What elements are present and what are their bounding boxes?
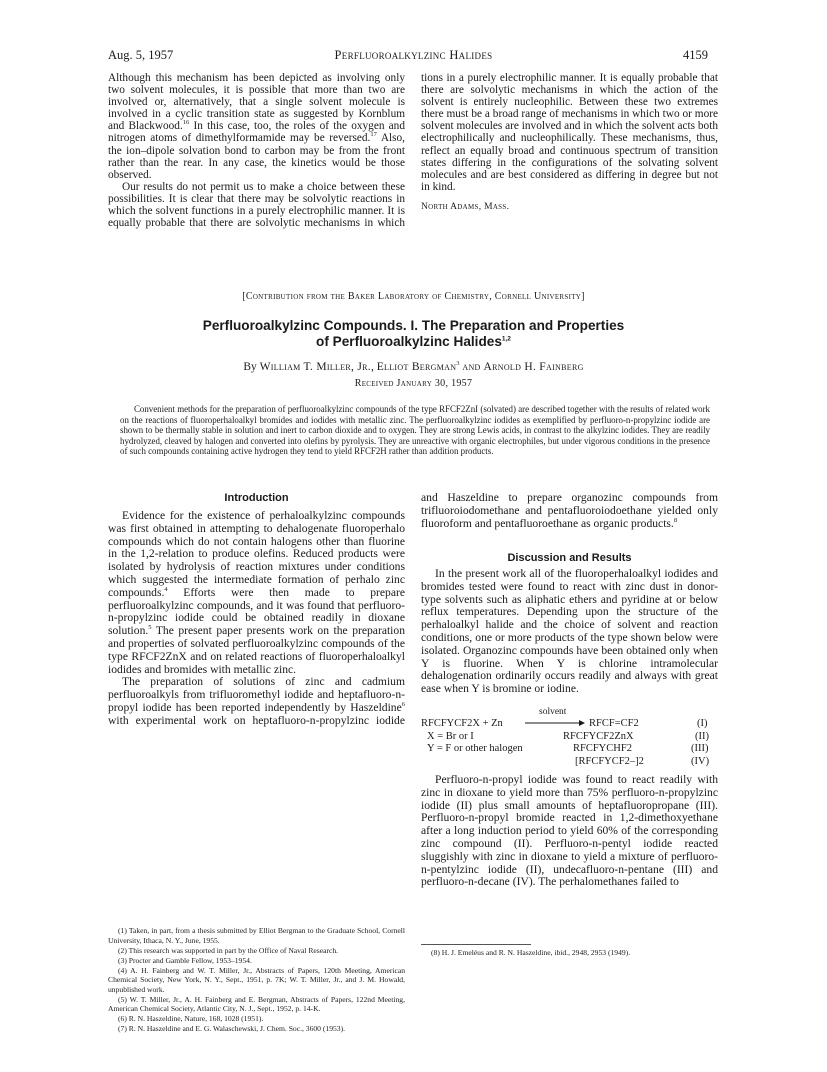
product-4: [RFCFYCF2–]2 <box>575 755 644 767</box>
intro-para2: The preparation of solutions of zinc and cadmium perfluoroalkyls from trifluoromethyl iodide and heptafluoro-n-propyl iodide has been reported independently by Haszeldine$^6$ with experimental work on heptafluoro-n-propylzinc iodide <box>108 676 405 727</box>
footnote-5: (5) W. T. Miller, Jr., A. H. Fainberg and E. Bergman, Abstracts of Papers, 122nd Meeting, American Chemical Society, Atlantic City, N. J., Sept., 1952, p. 14-K. <box>108 994 405 1014</box>
product-3: RFCFYCHF2 <box>573 743 632 754</box>
product-3-number: (III) <box>691 743 709 754</box>
article-title <box>108 318 719 350</box>
discussion-heading: Discussion and Results <box>507 552 632 564</box>
title-line-1: Perfluoroalkylzinc Compounds. I. The Preparation and Properties <box>202 318 625 333</box>
prev-para2: Our results do not permit us to make a choice between these possibilities. It is clear that there may be solvolytic reactions in which the solvent functions in a purely electrophilic manner. It is equally probable that there are solvolytic mechanisms in which <box>108 180 405 230</box>
footnote-8-text: (8) H. J. Emeléus and R. N. Haszeldine, ibid., 2948, 2953 (1949). <box>431 948 631 957</box>
right-column-top <box>421 492 718 530</box>
product-2-number: (II) <box>695 730 709 742</box>
running-title: Perfluoroalkylzinc Halides <box>334 48 493 62</box>
authors: By William T. Miller, Jr., Elliot Bergman$^3$ and Arnold H. Fainberg <box>243 360 584 373</box>
reaction-scheme <box>421 708 718 768</box>
product-4-number: (IV) <box>691 755 710 767</box>
product-1: RFCF=CF2 <box>589 718 639 729</box>
discussion-para1 <box>421 568 718 696</box>
x-definition: X = Br or I <box>427 730 474 742</box>
prev-article-right-column <box>421 72 718 213</box>
footnote-7: (7) R. N. Haszeldine and E. G. Walaschewski, J. Chem. Soc., 3600 (1953). <box>118 1024 346 1034</box>
arrow-icon <box>525 717 585 729</box>
page-number: 4159 <box>683 48 708 62</box>
product-2: RFCFYCF2ZnX <box>563 730 634 742</box>
intro-para2-continued: and Haszeldine to prepare organozinc compounds from trifluoroiodomethane and pentafluoroiodoethane yielded only fluoroform and pentafluoroethane as organic products.$^8$ <box>421 491 718 530</box>
footnote-6: (6) R. N. Haszeldine, Nature, 168, 1028 (1951). <box>118 1014 264 1024</box>
intro-heading: Introduction <box>224 492 289 504</box>
reactant: RFCFYCF2X + Zn <box>421 718 503 729</box>
header-date: Aug. 5, 1957 <box>108 48 174 62</box>
abstract: Convenient methods for the preparation of perfluoroalkylzinc compounds of the type RFCF2ZnI (solvated) are described together with the results of related work on the reactions of fluoroperhaloalkyl bromides and iodides with metallic zinc. The perfluoroalkylzinc iodides as exemplified by perfluoro-n-propylzinc iodide are shown to be thermally stable in solution and inert to carbon dioxide and to oxygen. They are strong Lewis acids, in contrast to the alkylzinc iodides. They are readily hydrolyzed, cleaved by halogen and converted into olefins by pyrolysis. They are unreactive with organic electrophiles, but under vigorous conditions in the presence of such compounds containing active hydrogen they tend to yield RFCF2H rather than addition products. <box>120 404 710 456</box>
intro-para1: Evidence for the existence of perhaloalkylzinc compounds was first obtained in attempting to dehalogenate fluoroperhalo compounds which do not contain halogens other than fluorine in the 1,2-relation to produce olefins. Reduced products were isolated by hydrolysis of reaction mixtures under conditions which suggested the intermediate formation of perhalo zinc compounds.$^4$ Efforts were then made to prepare perfluoroalkylzinc compounds, and it was found that perfluoro-n-propylzinc iodide could be obtained readily in dioxane solution.$^5$ The present paper presents work on the preparation and properties of solvated perfluoroalkylzinc compounds of the type RFCF2ZnX and on related reactions of fluoroperhaloalkyl iodides and bromides with metallic zinc. <box>108 509 405 676</box>
y-definition: Y = F or other halogen <box>427 743 523 754</box>
footnote-3: (3) Procter and Gamble Fellow, 1953–1954. <box>118 955 252 965</box>
discussion-para1-text: In the present work all of the fluoroperhaloalkyl iodides and bromides tested were found to react with zinc dust in donor-type solvents such as aliphatic ethers and pyridine at or below reflux temperatures. Depending upon the structure of the perhaloalkyl halide and the choice of solvent and reaction conditions, one or more products of the type shown below were isolated. Organozinc compounds have been obtained only when Y is fluorine. When Y is chlorine intramolecular dehalogenation ordinarily occurs readily and always with great ease when Y is bromine or iodine. <box>421 567 718 696</box>
location: North Adams, Mass. <box>421 201 510 212</box>
footnote-rule <box>421 944 531 945</box>
footnote-4: (4) A. H. Fainberg and W. T. Miller, Jr., Abstracts of Papers, 120th Meeting, American Chemical Society, New York, N. Y., Sept., 1951, p. 7K; W. T. Miller, Jr., and J. M. Howald, unpublished work. <box>108 965 405 994</box>
intro-text <box>108 510 405 727</box>
product-1-number: (I) <box>697 718 708 729</box>
footnotes <box>108 926 405 1034</box>
prev-article-left-column <box>108 72 405 230</box>
discussion-para2-text: Perfluoro-n-propyl iodide was found to react readily with zinc in dioxane to yield more than 75% perfluoro-n-propylzinc iodide (II) plus small amounts of heptafluoropropane (III). Perfluoro-n-propyl bromide reacted in 1,2-dimethoxyethane after a long induction period to yield 60% of the corresponding zinc compound (II). Perfluoro-n-pentyl iodide reacted sluggishly with zinc in dioxane to yield a mixture of perfluoro-n-pentylzinc iodide (II), undecafluoro-n-pentane (III) and perfluoro-n-decane (IV). The perhalomethanes failed to <box>421 773 718 889</box>
discussion-para2 <box>421 774 718 889</box>
footnote-1: (1) Taken, in part, from a thesis submitted by Elliot Bergman to the Graduate School, Cornell University, Ithaca, N. Y., June, 1955. <box>108 926 405 945</box>
solvent-label: solvent <box>539 707 567 717</box>
contribution-line: [Contribution from the Baker Laboratory of Chemistry, Cornell University] <box>242 291 585 302</box>
footnote-8 <box>421 948 718 958</box>
prev-para2-continued: tions in a purely electrophilic manner. It is equally probable that there are solvolytic mechanisms in which the action of the solvent is entirely nucleophilic. Between these two extremes there must be a broad range of mechanisms in which two or more solvent molecules are involved and in which the solvent acts both electrophilically and nucleophilically. These mechanisms, thus, reflect an equally broad and continuous spectrum of transition states differing in the configurations of the solvating solvent molecules and are best considered as differing in degree but not in kind. <box>421 72 718 193</box>
title-line-2: of Perfluoroalkylzinc Halides$^{1,2}$ <box>316 334 511 349</box>
footnote-2: (2) This research was supported in part by the Office of Naval Research. <box>118 945 339 955</box>
received-date: Received January 30, 1957 <box>354 378 473 389</box>
prev-para1: Although this mechanism has been depicted as involving only two solvent molecules, it is possible that more than two are involved or, alternatively, that a single solvent molecule is involved in a cyclic transition state as suggested by Kornblum and Blackwood.$^{16}$ In this case, too, the roles of the oxygen and nitrogen atoms of dimethylformamide may be reversed.$^{17}$ Also, the ion–dipole solvation bond to carbon may be from the front rather than the rear. In any case, the kinetics would be those observed. <box>108 72 405 181</box>
